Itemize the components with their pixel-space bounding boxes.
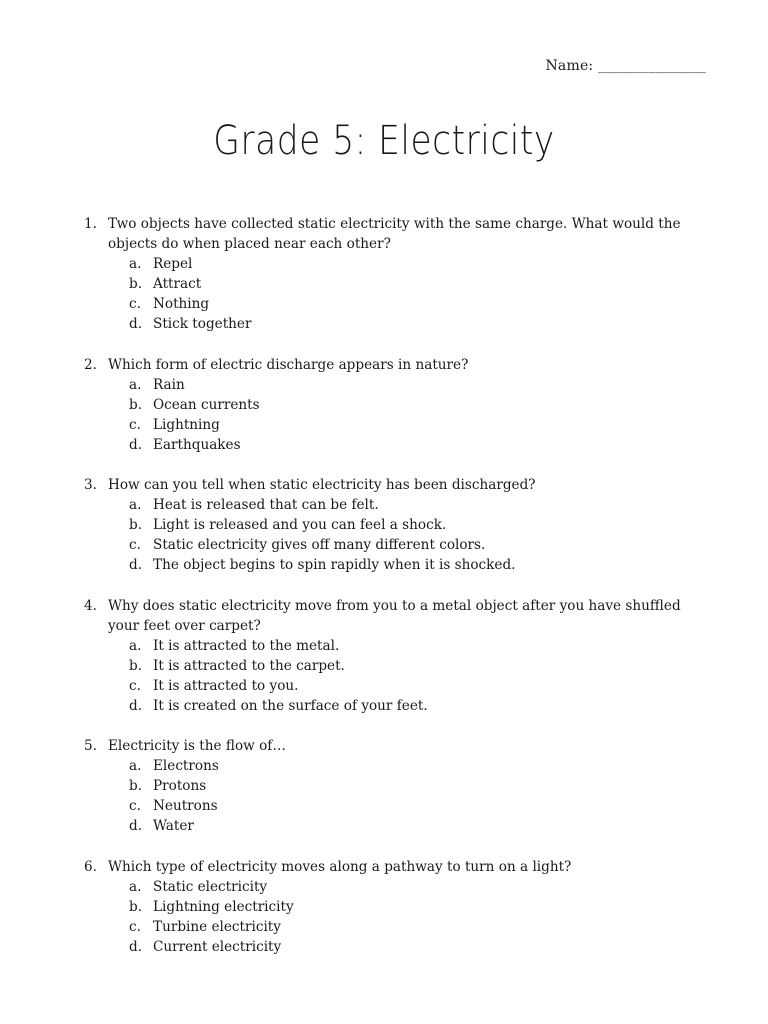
answer-text: It is created on the surface of your feet. [153, 697, 428, 714]
answer-text: Stick together [153, 316, 252, 333]
answer-text: Neutrons [153, 798, 218, 815]
answer-option [129, 636, 714, 656]
page-title: Grade 5: Electricity [213, 118, 555, 164]
answer-letter: d. [129, 557, 143, 574]
answer-list [108, 756, 714, 836]
answer-option [129, 435, 714, 455]
question-5 [84, 736, 714, 836]
answer-option [129, 495, 714, 515]
answer-option [129, 656, 714, 676]
question-1 [84, 214, 714, 335]
answer-option [129, 314, 714, 334]
question-text: Which type of electricity moves along a pathway to turn on a light? [108, 858, 572, 875]
question-number: 6. [84, 858, 97, 875]
question-number: 4. [84, 597, 97, 614]
answer-option [129, 254, 714, 274]
answer-text: Light is released and you can feel a shock. [153, 517, 447, 534]
answer-option [129, 515, 714, 535]
answer-option [129, 415, 714, 435]
answer-text: Attract [153, 276, 202, 293]
answer-text: It is attracted to the metal. [153, 637, 340, 654]
answer-text: Earthquakes [153, 436, 241, 453]
answer-text: Water [153, 818, 194, 835]
question-text: Why does static electricity move from you to a metal object after you have shuffled your feet over carpet? [108, 597, 681, 634]
name-field: Name: _______________ [545, 58, 706, 74]
answer-text: Protons [153, 778, 207, 795]
answer-list [108, 877, 714, 957]
answer-text: It is attracted to the carpet. [153, 657, 345, 674]
answer-list [108, 495, 714, 575]
answer-letter: d. [129, 818, 143, 835]
answer-option [129, 294, 714, 314]
question-2 [84, 355, 714, 455]
answer-letter: d. [129, 938, 143, 955]
answer-letter: a. [129, 758, 142, 775]
question-number: 1. [84, 216, 97, 232]
question-number: 3. [84, 477, 97, 494]
answer-letter: a. [129, 497, 142, 514]
answer-letter: d. [129, 697, 143, 714]
answer-option [129, 796, 714, 816]
answer-letter: c. [129, 918, 141, 935]
answer-text: Repel [153, 256, 193, 273]
answer-letter: c. [129, 677, 141, 694]
answer-option [129, 375, 714, 395]
answer-letter: c. [129, 296, 141, 313]
answer-letter: c. [129, 798, 141, 815]
question-text: Electricity is the flow of… [108, 738, 286, 755]
answer-option [129, 696, 714, 716]
answer-option [129, 776, 714, 796]
answer-text: Turbine electricity [153, 918, 281, 935]
question-text: How can you tell when static electricity has been discharged? [108, 477, 536, 494]
answer-letter: b. [129, 276, 143, 293]
answer-letter: b. [129, 778, 143, 795]
answer-list [108, 375, 714, 455]
answer-letter: c. [129, 416, 141, 433]
answer-text: Nothing [153, 296, 210, 313]
answer-option [129, 897, 714, 917]
answer-text: Rain [153, 376, 185, 393]
question-text: Which form of electric discharge appears in nature? [108, 356, 469, 373]
answer-text: Current electricity [153, 938, 282, 955]
answer-text: It is attracted to you. [153, 677, 299, 694]
answer-option [129, 555, 714, 575]
answer-list [108, 254, 714, 334]
answer-letter: c. [129, 537, 141, 554]
answer-text: Electrons [153, 758, 219, 775]
answer-text: Static electricity [153, 878, 268, 895]
answer-letter: a. [129, 878, 142, 895]
answer-text: Lightning [153, 416, 220, 433]
answer-option [129, 877, 714, 897]
question-3 [84, 475, 714, 575]
answer-list [108, 636, 714, 716]
answer-text: The object begins to spin rapidly when it is shocked. [153, 557, 516, 574]
answer-letter: a. [129, 637, 142, 654]
answer-option [129, 535, 714, 555]
answer-option [129, 756, 714, 776]
question-list [84, 214, 714, 977]
answer-text: Heat is released that can be felt. [153, 497, 379, 514]
answer-option [129, 816, 714, 836]
question-number: 5. [84, 738, 97, 755]
answer-option [129, 395, 714, 415]
answer-option [129, 937, 714, 957]
answer-option [129, 917, 714, 937]
answer-text: Static electricity gives off many different colors. [153, 537, 486, 554]
answer-text: Ocean currents [153, 396, 260, 413]
question-text: Two objects have collected static electricity with the same charge. What would the objects do when placed near each other? [108, 216, 681, 253]
answer-letter: b. [129, 657, 143, 674]
answer-letter: a. [129, 376, 142, 393]
answer-letter: d. [129, 316, 143, 333]
answer-text: Lightning electricity [153, 898, 294, 915]
answer-letter: b. [129, 517, 143, 534]
question-6 [84, 857, 714, 957]
answer-option [129, 676, 714, 696]
answer-option [129, 274, 714, 294]
answer-letter: b. [129, 898, 143, 915]
answer-letter: b. [129, 396, 143, 413]
question-number: 2. [84, 356, 97, 373]
question-4 [84, 596, 714, 717]
answer-letter: d. [129, 436, 143, 453]
answer-letter: a. [129, 256, 142, 273]
